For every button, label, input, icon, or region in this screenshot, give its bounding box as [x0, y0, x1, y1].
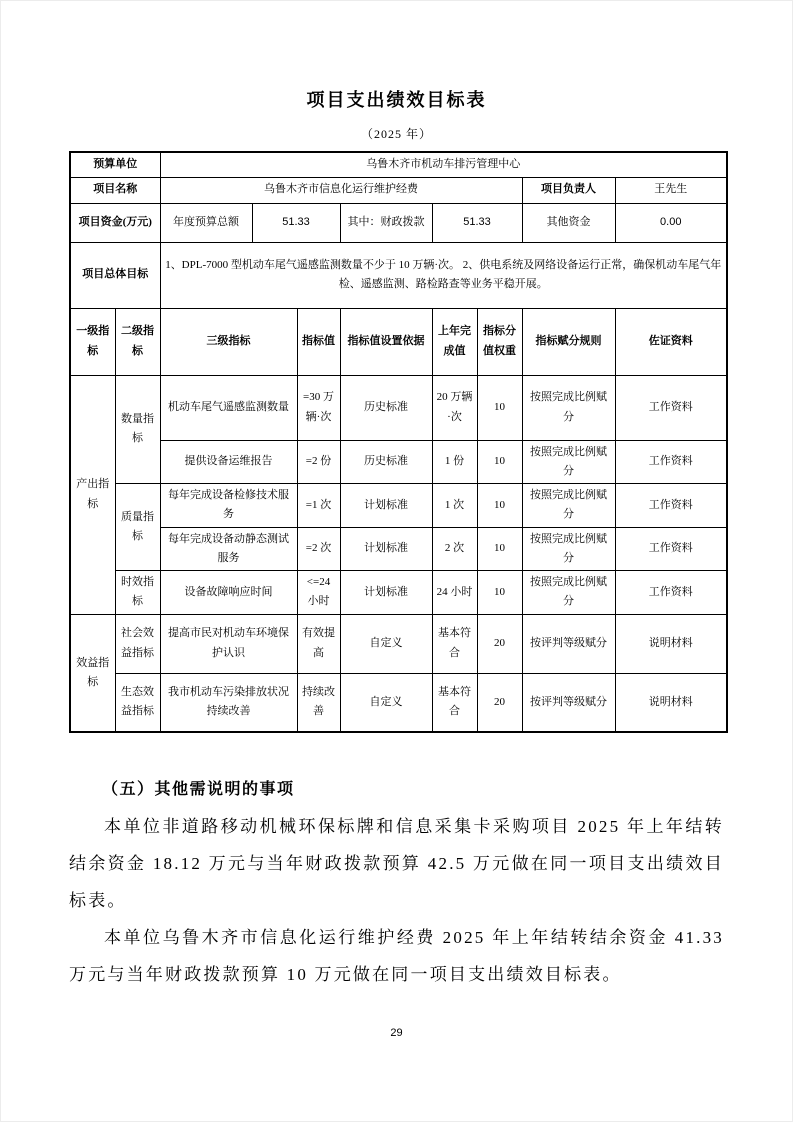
cell-prev: 基本符合: [432, 673, 477, 732]
header-target: 指标值: [297, 308, 340, 375]
header-rule: 指标赋分规则: [522, 308, 615, 375]
header-level1: 一级指标: [70, 308, 115, 375]
cell-level2-quality: 质量指标: [115, 484, 160, 571]
cell-prev: 20 万辆·次: [432, 375, 477, 440]
header-evidence: 佐证资料: [615, 308, 727, 375]
cell-basis: 自定义: [340, 614, 432, 673]
indicator-row: [70, 440, 727, 484]
row-project-funds: [70, 203, 727, 242]
cell-rule: 按照完成比例赋分: [522, 527, 615, 571]
project-leader-value: 王先生: [615, 177, 727, 203]
cell-basis: 计划标准: [340, 527, 432, 571]
cell-prev: 基本符合: [432, 614, 477, 673]
row-budget-unit: [70, 152, 727, 177]
cell-evidence: 工作资料: [615, 527, 727, 571]
doc-title: 项目支出绩效目标表: [306, 90, 487, 110]
cell-weight: 10: [477, 527, 522, 571]
indicator-row: [70, 484, 727, 528]
budget-unit-value: 乌鲁木齐市机动车排污管理中心: [160, 152, 727, 177]
cell-basis: 历史标准: [340, 440, 432, 484]
cell-weight: 10: [477, 484, 522, 528]
indicator-row: [70, 527, 727, 571]
cell-prev: 2 次: [432, 527, 477, 571]
cell-rule: 按照完成比例赋分: [522, 571, 615, 615]
cell-evidence: 说明材料: [615, 614, 727, 673]
cell-target: =30 万辆·次: [297, 375, 340, 440]
cell-level1-output: 产出指标: [70, 375, 115, 614]
annual-budget-label: 年度预算总额: [160, 203, 252, 242]
cell-evidence: 工作资料: [615, 571, 727, 615]
cell-level2-social: 社会效益指标: [115, 614, 160, 673]
indicator-row: [70, 571, 727, 615]
cell-weight: 20: [477, 673, 522, 732]
cell-target: =1 次: [297, 484, 340, 528]
cell-basis: 自定义: [340, 673, 432, 732]
cell-level3: 每年完成设备检修技术服务: [160, 484, 297, 528]
cell-rule: 按评判等级赋分: [522, 673, 615, 732]
cell-evidence: 工作资料: [615, 375, 727, 440]
header-basis: 指标值设置依据: [340, 308, 432, 375]
cell-prev: 1 次: [432, 484, 477, 528]
cell-target: =2 份: [297, 440, 340, 484]
header-level3: 三级指标: [160, 308, 297, 375]
doc-subtitle: （2025 年）: [360, 127, 432, 141]
overall-goal-value: 1、DPL-7000 型机动车尾气遥感监测数量不少于 10 万辆·次。 2、供电系统及网络设备运行正常，确保机动车尾气年检、遥感监测、路检路查等业务平稳开展。: [160, 242, 727, 308]
cell-rule: 按照完成比例赋分: [522, 375, 615, 440]
row-project-name: [70, 177, 727, 203]
cell-rule: 按照完成比例赋分: [522, 440, 615, 484]
other-funds-label: 其他资金: [522, 203, 615, 242]
cell-basis: 历史标准: [340, 375, 432, 440]
indicator-header-row: [70, 308, 727, 375]
cell-level3: 我市机动车污染排放状况持续改善: [160, 673, 297, 732]
cell-weight: 10: [477, 571, 522, 615]
cell-rule: 按评判等级赋分: [522, 614, 615, 673]
cell-level3: 设备故障响应时间: [160, 571, 297, 615]
section-heading: （五）其他需说明的事项: [102, 781, 295, 798]
other-funds-value: 0.00: [615, 203, 727, 242]
cell-level3: 每年完成设备动静态测试服务: [160, 527, 297, 571]
cell-prev: 24 小时: [432, 571, 477, 615]
cell-target: 有效提高: [297, 614, 340, 673]
cell-level3: 提高市民对机动车环境保护认识: [160, 614, 297, 673]
project-name-label: 项目名称: [70, 177, 160, 203]
indicator-row: [70, 673, 727, 732]
project-funds-label: 项目资金(万元): [70, 203, 160, 242]
row-overall-goal: [70, 242, 727, 308]
cell-target: <=24 小时: [297, 571, 340, 615]
header-weight: 指标分值权重: [477, 308, 522, 375]
indicator-row: [70, 614, 727, 673]
cell-evidence: 工作资料: [615, 484, 727, 528]
cell-target: =2 次: [297, 527, 340, 571]
cell-weight: 10: [477, 440, 522, 484]
header-prev: 上年完成值: [432, 308, 477, 375]
indicator-row: [70, 375, 727, 440]
cell-evidence: 工作资料: [615, 440, 727, 484]
budget-unit-label: 预算单位: [70, 152, 160, 177]
cell-prev: 1 份: [432, 440, 477, 484]
note-paragraph-2: 本单位乌鲁木齐市信息化运行维护经费 2025 年上年结转结余资金 41.33 万元与当年财政拨款预算 10 万元做在同一项目支出绩效目标表。: [69, 928, 724, 984]
cell-level3: 机动车尾气遥感监测数量: [160, 375, 297, 440]
header-level2: 二级指标: [115, 308, 160, 375]
page-number: 29: [390, 1027, 403, 1039]
cell-level2-quantity: 数量指标: [115, 375, 160, 484]
overall-goal-label: 项目总体目标: [70, 242, 160, 308]
cell-evidence: 说明材料: [615, 673, 727, 732]
cell-weight: 20: [477, 614, 522, 673]
cell-weight: 10: [477, 375, 522, 440]
cell-basis: 计划标准: [340, 571, 432, 615]
project-name-value: 乌鲁木齐市信息化运行维护经费: [160, 177, 522, 203]
cell-level1-benefit: 效益指标: [70, 614, 115, 732]
fiscal-allocation-value: 51.33: [432, 203, 522, 242]
performance-target-table: [69, 151, 728, 733]
annual-budget-value: 51.33: [252, 203, 340, 242]
fiscal-allocation-label: 其中：财政拨款: [340, 203, 432, 242]
cell-rule: 按照完成比例赋分: [522, 484, 615, 528]
cell-level3: 提供设备运维报告: [160, 440, 297, 484]
cell-basis: 计划标准: [340, 484, 432, 528]
cell-level2-ecological: 生态效益指标: [115, 673, 160, 732]
project-leader-label: 项目负责人: [522, 177, 615, 203]
note-paragraph-1: 本单位非道路移动机械环保标牌和信息采集卡采购项目 2025 年上年结转结余资金 18.12 万元与当年财政拨款预算 42.5 万元做在同一项目支出绩效目标表。: [69, 817, 724, 910]
cell-target: 持续改善: [297, 673, 340, 732]
cell-level2-timeliness: 时效指标: [115, 571, 160, 615]
